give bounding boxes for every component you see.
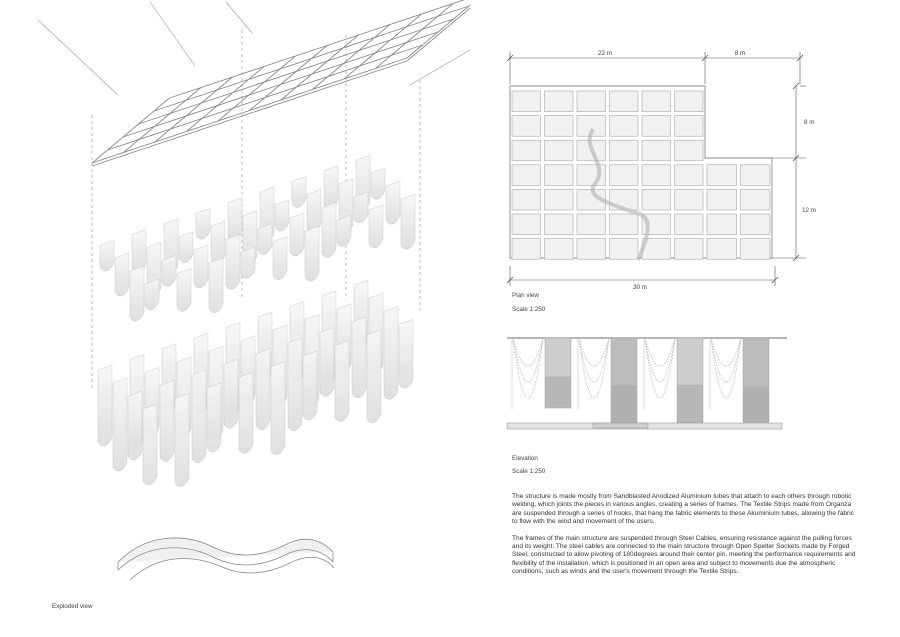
plan-frame-cell [512,140,541,161]
plan-frame-cell [675,140,704,161]
plan-frame-cell [675,189,704,210]
plan-frame-cell [545,189,574,210]
plan-dim-8m-top: 8 m [734,50,746,57]
plan-frame-cell [675,165,704,186]
plan-frame-cell [610,91,639,112]
plan-frame-cell [707,214,737,235]
plan-frame-cell [512,189,541,210]
textile-strip [239,372,253,453]
description-paragraph-2: The frames of the main structure are suspended through Steel Cables, ensuring resistance against the pulling forces and its weight. The steel cables are connected to the main structure through Open Spelter Sockets made by Forged Steel, constructed to allow pivoting of 180degrees around their center pin, meeting the performance requirements and flexibility of the installation, which is positioned in an open area and subject to movements due the atmospheric conditions, such as winds and the user's movement through the Textile Strips. [512,534,856,576]
plan-view-title: Plan view [512,292,539,299]
textile-strip [100,240,114,271]
elevation-scale: Scale 1:250 [512,468,546,475]
plan-frame-cell [512,91,541,112]
plan-frame-cell [707,189,737,210]
plan-frame-cell [707,165,737,186]
plan-frame-cell [675,91,704,112]
textile-strip [369,205,383,248]
textile-strip [305,226,319,281]
textile-strip [145,279,159,310]
plan-dim-22m: 22 m [598,50,612,57]
plan-frame-cell [642,140,671,161]
elevation-hanging-cable [711,338,741,398]
plan-frame-cell [512,214,541,235]
plan-frame-cell [741,165,771,186]
textile-strip [143,404,157,485]
textile-strip [386,181,400,224]
elevation-hanging-cable [579,338,609,382]
plan-frame-cell [741,189,771,210]
elevation-strip-shadow [611,385,637,424]
plan-frame-cell [610,116,639,137]
description-paragraph-1: The structure is made mostly from Sandblasted Anodized Aluminium tubes that attach to each others through robotic welding, which joints the pieces in various angles, creating a series of frames. The Textile Strips made from Organza are suspended through a series of hooks, that hang the fabric elements to these Akuminium tubes, allowing the fabric to flow with the wind and movement of the users. [512,493,854,526]
textile-strip [337,215,351,246]
plan-frame-cell [545,239,574,260]
textile-strip [367,330,381,423]
elevation-hanging-cable [645,338,675,382]
description-block [512,493,857,585]
textile-strip [98,365,112,446]
textile-strip [399,319,413,388]
plan-frame-cell [675,116,704,137]
plan-frame-cell [545,214,574,235]
elevation-strip-shadow [677,385,703,423]
elevation-ground [507,423,782,429]
textile-strip [113,378,127,471]
plan-frame-cells [512,91,770,259]
plan-frame-cell [610,165,639,186]
textile-strip [224,359,238,428]
elevation-hanging-cable [513,338,543,398]
plan-frame-cell [577,165,606,186]
textile-strip [335,340,349,421]
plan-frame-cell [610,239,639,260]
textile-strip [290,213,304,256]
plan-view-scale: Scale 1:250 [512,306,546,313]
textile-strip [196,208,210,239]
plan-frame-cell [642,91,671,112]
plan-dim-30m: 30 m [633,284,647,291]
textile-strip [303,351,317,420]
textile-strip [273,237,287,280]
textile-strip [160,380,174,461]
plan-frame-cell [610,140,639,161]
plan-view-drawing [490,44,830,299]
textile-strip [258,224,272,255]
plan-frame-cell [545,140,574,161]
textile-strip [322,202,336,257]
plan-frame-cell [642,116,671,137]
textile-strip [175,393,189,486]
textile-strip [354,192,368,223]
textile-strip [209,258,223,313]
textile-strips-lower-layer [98,280,413,486]
textile-strip [352,317,366,398]
elevation-hanging-cable [711,338,741,382]
textile-strip [256,349,270,430]
plan-frame-cell [545,165,574,186]
plan-frame-cell [577,91,606,112]
plan-frame-cell [675,214,704,235]
plan-frame-cell [642,189,671,210]
plan-dim-8m-right: 8 m [804,119,815,126]
elevation-hanging-cable [645,338,675,398]
textile-strip [162,255,176,286]
plan-frame-cell [512,239,541,260]
elevation-title: Elevation [512,455,538,462]
textile-strip [288,338,302,431]
textile-strip [320,327,334,396]
plan-frame-cell [642,165,671,186]
textile-strip [130,266,144,321]
textile-strip [226,234,240,289]
textile-strip [275,200,289,231]
plan-frame-cell [577,214,606,235]
plan-frame-cell [675,239,704,260]
textile-strip [194,245,208,288]
textile-strip [128,391,142,460]
textile-strip [371,168,385,199]
textile-strip [292,176,306,207]
plan-frame-cell [512,116,541,137]
textile-strip [177,268,191,311]
textile-strip [192,370,206,463]
textile-strip [384,306,398,399]
textile-strip [179,232,193,263]
plan-frame-cell [512,165,541,186]
elevation-strip-shadow [545,377,571,409]
elevation-hanging-cable [513,338,543,382]
plan-frame-cell [545,116,574,137]
plan-dim-12m-right: 12 m [802,207,816,214]
plan-frame-cell [610,214,639,235]
plan-frame-cell [741,214,771,235]
elevation-textile-strips [512,338,769,426]
plan-frame-cell [545,91,574,112]
wave-base-element [118,538,334,580]
plan-frame-cell [707,239,737,260]
elevation-hanging-cable [579,338,609,398]
elevation-strip-shadow [743,386,769,426]
textile-strip [401,194,415,249]
plan-frame-cell [577,239,606,260]
suspension-cables [38,2,470,95]
textile-strip [207,383,221,452]
plan-frame-cell [741,239,771,260]
exploded-view-caption: Exploded view [52,603,93,610]
elevation-drawing [505,330,790,440]
textile-strip [115,253,129,296]
textile-strip [271,362,285,455]
textile-strip [241,247,255,278]
